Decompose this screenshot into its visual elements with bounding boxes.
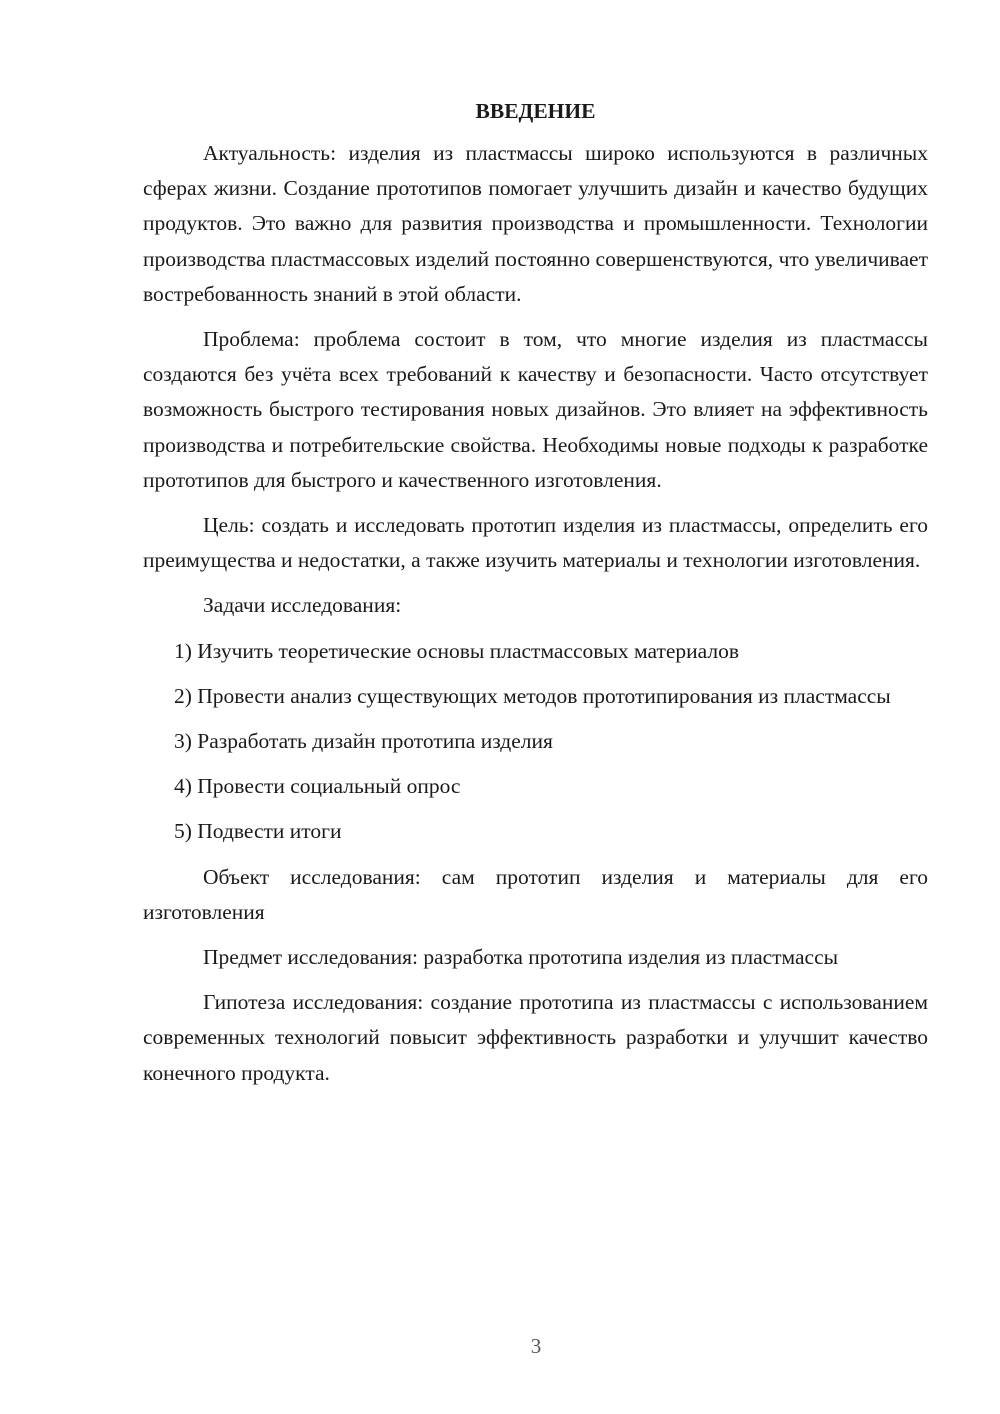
task-item: 5) Подвести итоги	[174, 819, 342, 844]
paragraph-hypothesis: Гипотеза исследования: создание прототипа из пластмассы с использованием современных технологий повысит эффективность разработки и улучшит качество конечного продукта.	[143, 990, 928, 1085]
tasks-heading: Задачи исследования:	[203, 593, 402, 618]
task-item: 3) Разработать дизайн прототипа изделия	[174, 729, 553, 754]
task-item: 4) Провести социальный опрос	[174, 774, 461, 799]
document-page	[143, 96, 928, 1101]
paragraph-relevance: Актуальность: изделия из пластмассы широко используются в различных сферах жизни. Создание прототипов помогает улучшить дизайн и качество будущих продуктов. Это важно для развития производства и промышленности. Технологии производства пластмассовых изделий постоянно совершенствуются, что увеличивает востребованность знаний в этой области.	[143, 141, 928, 306]
page-title: ВВЕДЕНИЕ	[475, 99, 596, 123]
paragraph-goal: Цель: создать и исследовать прототип изделия из пластмассы, определить его преимущества и недостатки, а также изучить материалы и технологии изготовления.	[143, 513, 928, 573]
page-number: 3	[530, 1334, 542, 1358]
task-item: 2) Провести анализ существующих методов прототипирования из пластмассы	[174, 683, 891, 708]
paragraph-problem: Проблема: проблема состоит в том, что многие изделия из пластмассы создаются без учёта всех требований к качеству и безопасности. Часто отсутствует возможность быстрого тестирования новых дизайнов. Это влияет на эффективность производства и потребительские свойства. Необходимы новые подходы к разработке прототипов для быстрого и качественного изготовления.	[143, 327, 928, 492]
paragraph-subject: Предмет исследования: разработка прототипа изделия из пластмассы	[203, 945, 839, 970]
paragraph-object: Объект исследования: сам прототип изделия и материалы для его изготовления	[143, 864, 928, 924]
task-item: 1) Изучить теоретические основы пластмассовых материалов	[174, 638, 740, 663]
